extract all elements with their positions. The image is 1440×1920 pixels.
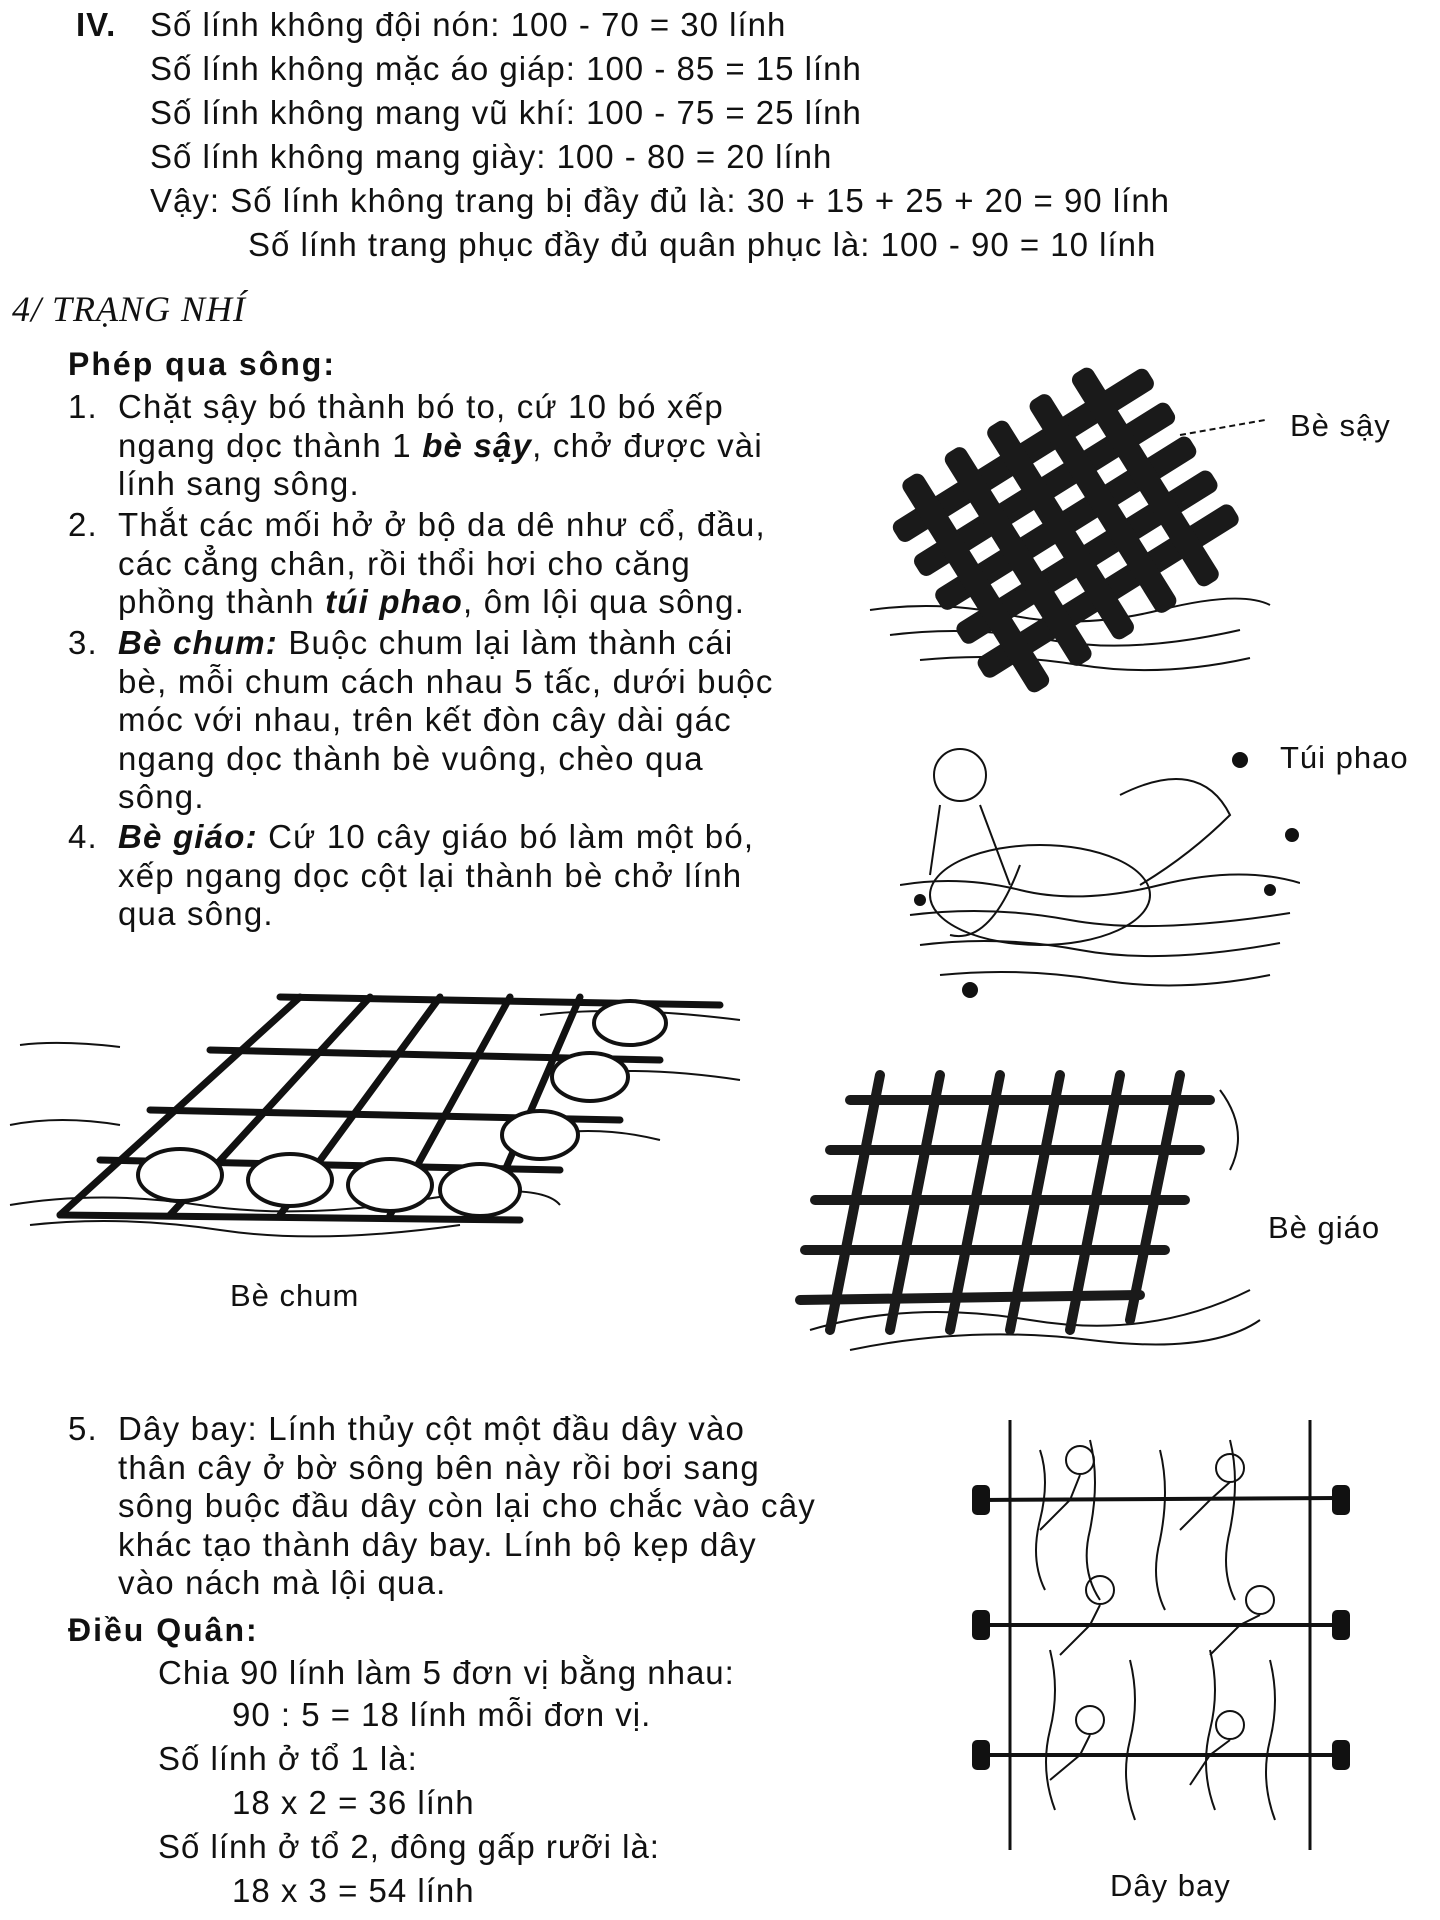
list-item-4: 4. Bè giáo: Cứ 10 cây giáo bó làm một bó, xếp ngang dọc cột lại thành bè chở lính qua sông.	[68, 818, 755, 932]
iv-line-3: Số lính không mang vũ khí: 100 - 75 = 25 lính	[150, 94, 862, 131]
item-number: 5.	[68, 1410, 98, 1447]
troop-line-6: 18 x 3 = 54 lính	[232, 1872, 475, 1909]
iv-line-1: Số lính không đội nón: 100 - 70 = 30 lính	[150, 6, 787, 43]
iv-line-5: Vậy: Số lính không trang bị đầy đủ là: 30 + 15 + 25 + 20 = 90 lính	[150, 182, 1171, 219]
caption-be-say: Bè sậy	[1290, 408, 1391, 443]
spear-raft-illustration	[790, 1060, 1270, 1360]
troop-line-2: 90 : 5 = 18 lính mỗi đơn vị.	[232, 1696, 652, 1733]
item-number: 2.	[68, 506, 98, 543]
section-iv-marker: IV.	[76, 6, 117, 43]
term-be-giao: Bè giáo:	[118, 818, 258, 855]
caption-be-giao: Bè giáo	[1268, 1210, 1381, 1245]
term-be-chum: Bè chum:	[118, 624, 278, 661]
iv-line-4: Số lính không mang giày: 100 - 80 = 20 lính	[150, 138, 833, 175]
troop-line-1: Chia 90 lính làm 5 đơn vị bằng nhau:	[158, 1654, 735, 1691]
rope-crossing-illustration	[960, 1420, 1360, 1860]
item-number: 3.	[68, 624, 98, 661]
reed-raft-illustration	[860, 360, 1280, 720]
iv-line-2: Số lính không mặc áo giáp: 100 - 85 = 15 lính	[150, 50, 862, 87]
item-number: 4.	[68, 818, 98, 855]
list-item-5: 5. Dây bay: Lính thủy cột một đầu dây vào thân cây ở bờ sông bên này rồi bơi sang sông buộc đầu dây còn lại cho chắc vào cây khác tạo thành dây bay. Lính bộ kẹp dây vào nách mà lội qua.	[68, 1410, 816, 1601]
caption-be-chum: Bè chum	[230, 1278, 360, 1313]
jar-raft-illustration	[0, 975, 760, 1275]
section-title: 4/ TRẠNG NHÍ	[12, 289, 247, 329]
troop-line-4: 18 x 2 = 36 lính	[232, 1784, 475, 1821]
river-heading: Phép qua sông:	[68, 346, 336, 382]
list-item-1: 1. Chặt sậy bó thành bó to, cứ 10 bó xếp ngang dọc thành 1 bè sậy, chở được vài lính sang sông.	[68, 388, 763, 502]
term-be-say: bè sậy	[422, 426, 533, 464]
list-item-3: 3. Bè chum: Buộc chum lại làm thành cái bè, mỗi chum cách nhau 5 tấc, dưới buộc móc với nhau, trên kết đòn cây dài gác ngang dọc thành bè vuông, chèo qua sông.	[68, 624, 774, 815]
term-tui-phao: túi phao	[325, 583, 464, 620]
troop-line-5: Số lính ở tổ 2, đông gấp rưỡi là:	[158, 1828, 660, 1865]
troop-heading: Điều Quân:	[68, 1612, 259, 1648]
list-item-2: 2. Thắt các mối hở ở bộ da dê như cổ, đầu, các cẳng chân, rồi thổi hơi cho căng phồng thành túi phao, ôm lội qua sông.	[68, 506, 766, 620]
float-bag-illustration	[900, 735, 1300, 1025]
caption-day-bay: Dây bay	[1110, 1868, 1231, 1903]
caption-tui-phao: Túi phao	[1280, 740, 1409, 775]
item-number: 1.	[68, 388, 98, 425]
iv-line-6: Số lính trang phục đầy đủ quân phục là: 100 - 90 = 10 lính	[248, 226, 1157, 263]
troop-line-3: Số lính ở tổ 1 là:	[158, 1740, 418, 1777]
